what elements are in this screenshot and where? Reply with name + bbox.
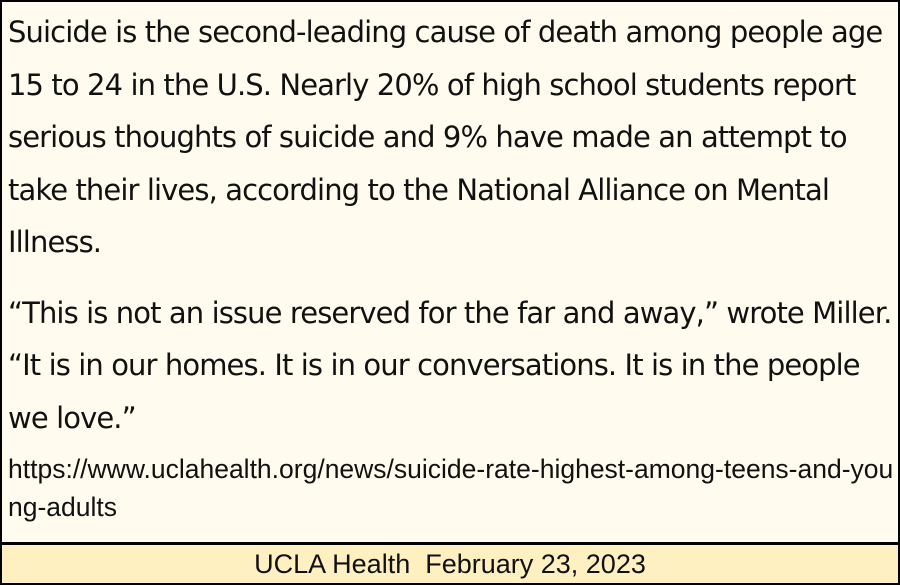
source-caption: UCLA Health February 23, 2023	[2, 542, 898, 583]
source-url: https://www.uclahealth.org/news/suicide-rate-highest-among-teens-and-young-adults	[8, 454, 894, 522]
article-excerpt	[8, 6, 896, 444]
quote-paragraph: “This is not an issue reserved for the far and away,” wrote Miller. “It is in our homes. It is in our conversations. It is in the people we love.”	[8, 295, 892, 435]
statistics-paragraph: Suicide is the second-leading cause of death among people age 15 to 24 in the U.S. Nearly 20% of high school students report serious thoughts of suicide and 9% have made an attempt to take their lives, according to the National Alliance on Mental Illness.	[8, 15, 883, 259]
